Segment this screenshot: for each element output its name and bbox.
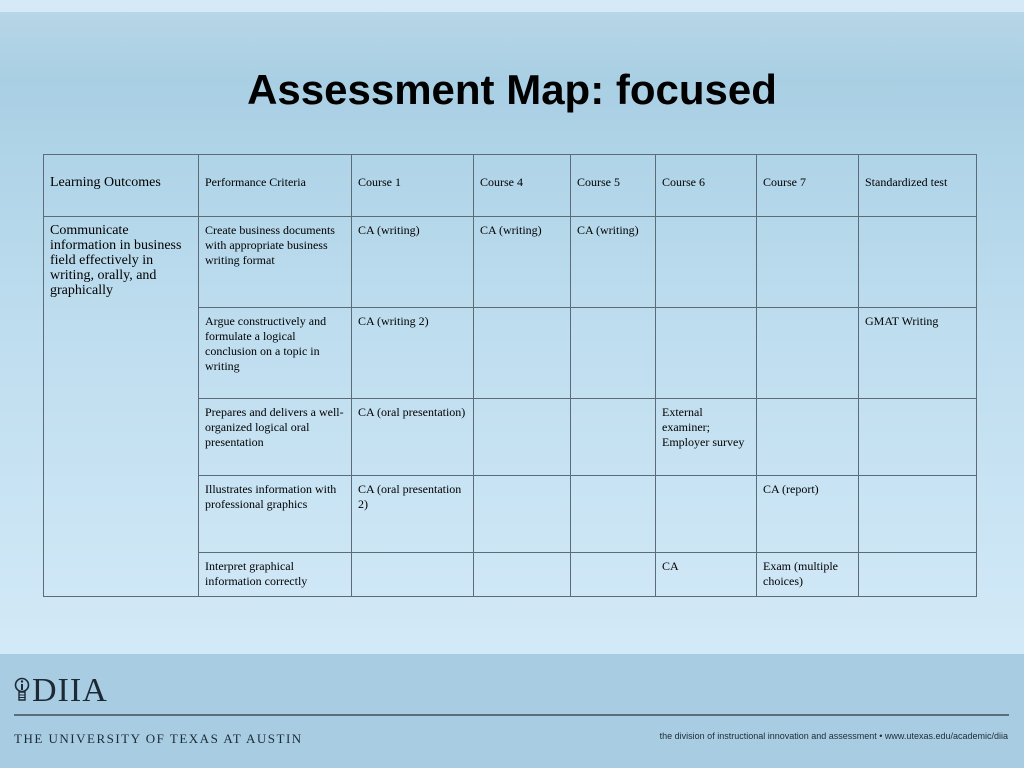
top-strip <box>0 0 1024 12</box>
header-cell: Standardized test <box>859 155 977 217</box>
table-cell <box>757 399 859 476</box>
table-cell: CA (writing) <box>571 217 656 308</box>
table-cell <box>474 308 571 399</box>
table-cell <box>757 217 859 308</box>
footer-tagline: the division of instructional innovation and assessment • www.utexas.edu/academic/diia <box>659 731 1008 741</box>
logo-text: DIIA <box>32 672 108 709</box>
table-cell <box>757 308 859 399</box>
table-cell: External examiner; Employer survey <box>656 399 757 476</box>
table-cell <box>656 308 757 399</box>
header-cell: Course 4 <box>474 155 571 217</box>
table-cell <box>352 553 474 597</box>
table-cell <box>859 217 977 308</box>
criteria-cell: Illustrates information with professional graphics <box>199 476 352 553</box>
table-cell <box>474 553 571 597</box>
footer-divider <box>14 714 1009 716</box>
learning-outcome-cell: Communicate information in business field effectively in writing, orally, and graphically <box>44 217 199 597</box>
table-cell: CA (oral presentation) <box>352 399 474 476</box>
slide-title: Assessment Map: focused <box>247 66 777 113</box>
table-cell <box>571 476 656 553</box>
table-cell <box>859 476 977 553</box>
table-cell <box>656 476 757 553</box>
header-cell: Course 6 <box>656 155 757 217</box>
table-cell: CA (writing) <box>474 217 571 308</box>
table-row <box>44 217 977 308</box>
university-name: THE UNIVERSITY OF TEXAS AT AUSTIN <box>14 731 303 746</box>
table-cell <box>571 308 656 399</box>
table-cell: CA (writing) <box>352 217 474 308</box>
header-cell: Learning Outcomes <box>44 155 199 217</box>
table-cell: CA (oral presentation 2) <box>352 476 474 553</box>
table-cell <box>571 399 656 476</box>
header-cell: Course 7 <box>757 155 859 217</box>
diia-logo <box>14 672 108 708</box>
table-cell <box>859 553 977 597</box>
table-cell: CA (writing 2) <box>352 308 474 399</box>
header-cell: Course 1 <box>352 155 474 217</box>
criteria-cell: Interpret graphical information correctly <box>199 553 352 597</box>
table-header-row <box>44 155 977 217</box>
table-cell <box>859 399 977 476</box>
assessment-map-table <box>43 154 977 597</box>
lightbulb-i-icon <box>14 676 30 708</box>
table-cell: GMAT Writing <box>859 308 977 399</box>
table-cell: Exam (multiple choices) <box>757 553 859 597</box>
header-cell: Performance Criteria <box>199 155 352 217</box>
header-cell: Course 5 <box>571 155 656 217</box>
table-cell <box>656 217 757 308</box>
criteria-cell: Argue constructively and formulate a logical conclusion on a topic in writing <box>199 308 352 399</box>
table-cell: CA (report) <box>757 476 859 553</box>
criteria-cell: Prepares and delivers a well-organized logical oral presentation <box>199 399 352 476</box>
table-cell <box>474 399 571 476</box>
table-cell <box>474 476 571 553</box>
criteria-cell: Create business documents with appropriate business writing format <box>199 217 352 308</box>
table-cell: CA <box>656 553 757 597</box>
footer-band <box>0 654 1024 768</box>
table-cell <box>571 553 656 597</box>
